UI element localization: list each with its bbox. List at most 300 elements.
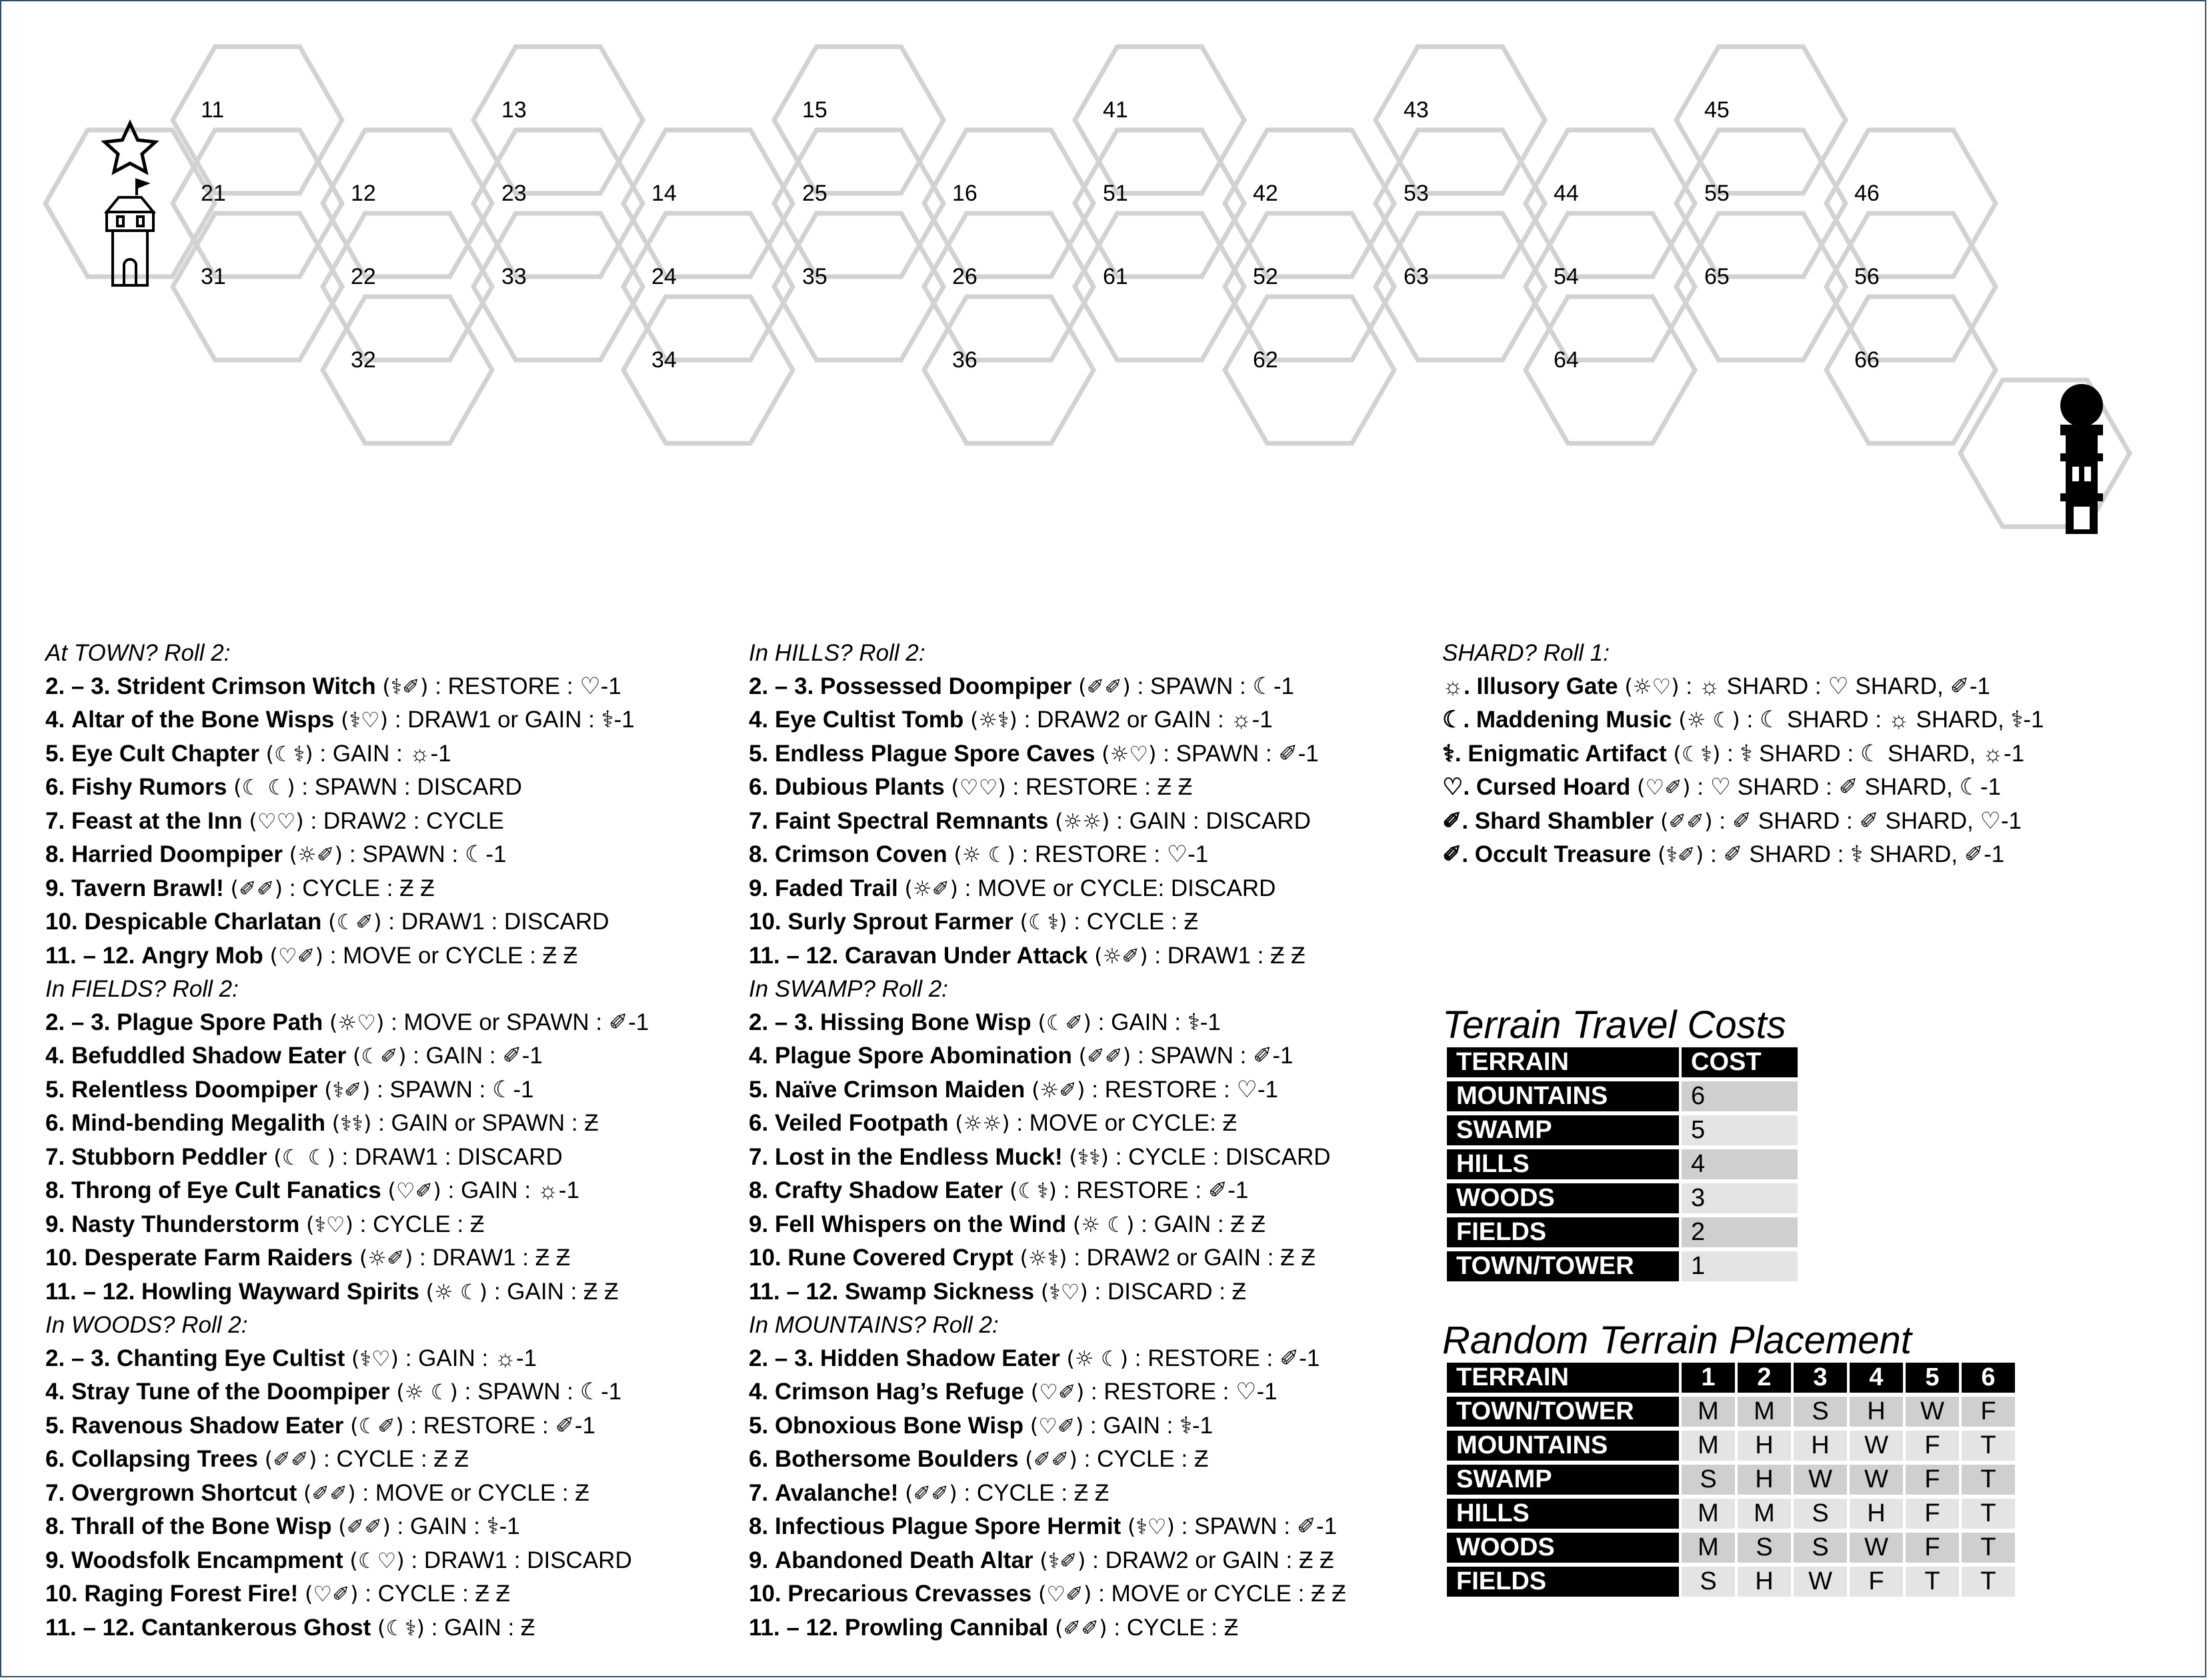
hex-label: 65: [1704, 264, 1730, 289]
terrain-cell: TOWN/TOWER: [1447, 1251, 1679, 1281]
value-cell: H: [1738, 1465, 1791, 1495]
event-glyphs: (♡✐): [1637, 775, 1691, 800]
value-cell: W: [1850, 1431, 1903, 1461]
event-effect: : DRAW1 : DISCARD: [411, 1547, 632, 1573]
event-glyphs: (⚕⚕): [1069, 1144, 1109, 1170]
terrain-cell: SWAMP: [1447, 1465, 1679, 1495]
event-effect: : RESTORE : ✐-1: [1134, 1345, 1320, 1371]
table-header-cell: 5: [1906, 1363, 1959, 1393]
event-glyphs: (☼✐): [904, 875, 958, 901]
event-name: Abandoned Death Altar: [774, 1547, 1033, 1573]
event-row: [749, 872, 1346, 906]
event-name: Strident Crimson Witch: [117, 673, 376, 699]
event-effect: : SPAWN : ☾-1: [349, 841, 507, 867]
event-roll: 5.: [45, 740, 65, 767]
event-effect: : SPAWN : ✐-1: [1181, 1513, 1338, 1539]
event-effect: : ✐ SHARD : ✐ SHARD, ♡-1: [1719, 807, 2022, 834]
event-row: [45, 1409, 649, 1443]
table-row: [1447, 1499, 2015, 1529]
event-roll: 2. – 3.: [45, 1345, 111, 1371]
hex-label: 64: [1554, 347, 1579, 373]
value-cell: S: [1794, 1533, 1847, 1563]
event-glyphs: (☼⚕): [1019, 1245, 1067, 1271]
event-roll: 6.: [749, 1110, 769, 1136]
value-cell: M: [1738, 1499, 1791, 1529]
event-roll: 9.: [749, 1547, 769, 1573]
event-effect: : CYCLE : Ƶ Ƶ: [365, 1581, 511, 1607]
event-name: Overgrown Shortcut: [71, 1479, 297, 1506]
event-glyphs: (☼✐): [1031, 1077, 1085, 1103]
event-name: Stubborn Peddler: [71, 1143, 267, 1170]
event-glyphs: (⚕✐): [324, 1077, 371, 1103]
hex-label: 63: [1404, 264, 1429, 289]
hex-45: [1676, 47, 1846, 193]
table-header-cell: 2: [1738, 1363, 1791, 1393]
event-roll: 8.: [749, 841, 769, 867]
hex-label: 56: [1854, 264, 1880, 289]
event-effect: : SPAWN : ✐-1: [1163, 740, 1319, 767]
hex-44: [1526, 130, 1695, 277]
event-row: [45, 1510, 649, 1544]
hex-65: [1676, 213, 1846, 360]
event-glyphs: (✐✐): [1055, 1615, 1108, 1641]
hex-label: 51: [1103, 181, 1128, 206]
event-roll: 11. – 12.: [749, 1614, 839, 1641]
event-name: Thrall of the Bone Wisp: [71, 1513, 332, 1539]
hex-label: 53: [1404, 181, 1429, 206]
event-row: [749, 1073, 1346, 1107]
value-cell: H: [1738, 1567, 1791, 1597]
event-name: Eye Cult Chapter: [71, 740, 259, 767]
event-effect: : GAIN : Ƶ: [431, 1614, 535, 1641]
value-cell: S: [1794, 1499, 1847, 1529]
event-effect: : CYCLE : Ƶ: [1073, 909, 1198, 935]
event-row: [45, 939, 649, 973]
hex-53: [1376, 130, 1545, 277]
event-roll: 7.: [749, 1143, 769, 1170]
event-roll: 11. – 12.: [45, 1278, 135, 1305]
event-row: [1442, 771, 2044, 805]
hex-label: 33: [501, 264, 527, 289]
shard-column: [1442, 637, 2044, 872]
event-row: [749, 1577, 1346, 1611]
terrain-cell: WOODS: [1447, 1533, 1679, 1563]
event-roll: ⚕.: [1442, 740, 1462, 767]
event-effect: : GAIN : ☼-1: [319, 740, 451, 767]
value-cell: H: [1794, 1431, 1847, 1461]
event-name: Fishy Rumors: [71, 774, 227, 800]
event-roll: 6.: [749, 1446, 769, 1472]
value-cell: H: [1850, 1499, 1903, 1529]
event-glyphs: (⚕♡): [1127, 1514, 1175, 1539]
event-roll: 10.: [45, 1581, 78, 1607]
hex-13: [473, 47, 643, 193]
event-glyphs: (✐✐): [1078, 1043, 1132, 1069]
value-cell: M: [1682, 1533, 1735, 1563]
event-row: [749, 1375, 1346, 1409]
event-effect: : ☼ SHARD : ♡ SHARD, ✐-1: [1686, 673, 1990, 699]
event-roll: 8.: [45, 841, 65, 867]
table-row: [1447, 1397, 2015, 1427]
event-effect: : RESTORE : ♡-1: [1090, 1379, 1278, 1405]
table-row: [1447, 1183, 1798, 1213]
event-effect: : RESTORE : ✐-1: [1063, 1177, 1249, 1203]
hex-35: [774, 213, 943, 360]
event-glyphs: (☼☼): [1055, 808, 1110, 834]
event-effect: : GAIN : DISCARD: [1116, 807, 1311, 834]
hex-label: 26: [952, 264, 977, 289]
event-glyphs: (⚕♡): [305, 1211, 353, 1237]
value-cell: F: [1962, 1397, 2015, 1427]
table-header-row: [1447, 1047, 1798, 1077]
hex-36: [924, 297, 1093, 443]
event-roll: 10.: [749, 1581, 781, 1607]
event-row: [749, 1039, 1346, 1073]
event-effect: : ✐ SHARD : ⚕ SHARD, ✐-1: [1710, 841, 2005, 867]
hex-label: 36: [952, 347, 977, 373]
event-row: [45, 1443, 649, 1477]
event-roll: 9.: [45, 875, 65, 901]
hex-label: 35: [802, 264, 827, 289]
terrain-cell: MOUNTAINS: [1447, 1081, 1679, 1111]
event-row: [45, 771, 649, 805]
event-roll: 7.: [45, 1143, 65, 1170]
event-name: Dubious Plants: [774, 774, 945, 800]
event-name: Relentless Doompiper: [71, 1076, 318, 1103]
event-effect: : RESTORE : ♡-1: [1021, 841, 1209, 867]
event-name: Cantankerous Ghost: [141, 1614, 371, 1641]
hex-64: [1526, 297, 1695, 443]
hex-66: [1826, 297, 1996, 443]
hex-15: [774, 47, 943, 193]
event-row: [45, 703, 649, 737]
hex-label: 52: [1253, 264, 1278, 289]
event-glyphs: (☼⚕): [969, 707, 1017, 733]
event-row: [45, 1544, 649, 1578]
event-row: [749, 1275, 1346, 1309]
event-glyphs: (☾♡): [349, 1547, 405, 1573]
event-roll: 9.: [45, 1547, 65, 1573]
event-row: [749, 939, 1346, 973]
event-effect: : DRAW1 : Ƶ Ƶ: [419, 1245, 571, 1271]
event-glyphs: (✐✐): [338, 1514, 391, 1539]
event-name: Avalanche!: [774, 1479, 899, 1506]
hex-label: 21: [201, 181, 226, 206]
event-glyphs: (✐✐): [1025, 1447, 1077, 1472]
event-name: Maddening Music: [1476, 707, 1672, 733]
event-row: [749, 670, 1346, 704]
value-cell: T: [1962, 1431, 2015, 1461]
event-row: [45, 1174, 649, 1208]
value-cell: 4: [1682, 1149, 1798, 1179]
hex-12: [323, 130, 492, 277]
event-row: [45, 838, 649, 872]
event-roll: ✐.: [1442, 841, 1469, 867]
terrain-cell: SWAMP: [1447, 1115, 1679, 1145]
event-name: Mind-bending Megalith: [71, 1110, 325, 1136]
value-cell: M: [1682, 1397, 1735, 1427]
event-roll: 9.: [45, 1211, 65, 1237]
event-effect: : RESTORE : ✐-1: [410, 1412, 595, 1439]
value-cell: H: [1850, 1397, 1903, 1427]
event-glyphs: (☾✐): [1037, 1009, 1091, 1035]
terrain-cell: HILLS: [1447, 1499, 1679, 1529]
event-effect: : DRAW2 : CYCLE: [310, 807, 504, 834]
event-name: Enigmatic Artifact: [1468, 740, 1667, 767]
event-effect: : ☾ SHARD : ☼ SHARD, ⚕-1: [1746, 707, 2044, 733]
hex-56: [1826, 213, 1996, 360]
event-roll: 5.: [749, 1412, 769, 1439]
event-row: [1442, 805, 2044, 839]
event-roll: 7.: [45, 807, 65, 834]
event-roll: 5.: [45, 1076, 65, 1103]
hex-label: 54: [1554, 264, 1579, 289]
event-name: Naïve Crimson Maiden: [774, 1076, 1025, 1103]
terrain-cell: WOODS: [1447, 1183, 1679, 1213]
hex-label: 22: [351, 264, 376, 289]
event-glyphs: (⚕⚕): [331, 1111, 372, 1136]
event-row: [749, 905, 1346, 939]
value-cell: T: [1962, 1499, 2015, 1529]
event-row: [45, 1611, 649, 1645]
hex-14: [623, 130, 793, 277]
event-row: [1442, 838, 2044, 872]
event-effect: : SPAWN : ☾-1: [377, 1076, 534, 1103]
event-row: [749, 1409, 1346, 1443]
section-header: In MOUNTAINS? Roll 2:: [749, 1312, 999, 1338]
section-header: At TOWN? Roll 2:: [45, 640, 231, 666]
hex-25: [774, 130, 943, 277]
event-effect: : MOVE or CYCLE : Ƶ Ƶ: [329, 942, 578, 969]
event-effect: : DRAW1 : DISCARD: [388, 909, 609, 935]
event-effect: : GAIN or SPAWN : Ƶ: [378, 1110, 599, 1136]
event-name: Caravan Under Attack: [845, 942, 1088, 969]
hex-label: 32: [351, 347, 376, 373]
event-roll: 5.: [749, 740, 769, 767]
event-row: [749, 737, 1346, 771]
event-roll: 4.: [45, 1379, 65, 1405]
hex-label: 43: [1404, 97, 1429, 123]
value-cell: F: [1906, 1533, 1959, 1563]
value-cell: S: [1682, 1465, 1735, 1495]
value-cell: W: [1850, 1465, 1903, 1495]
event-roll: 2. – 3.: [45, 673, 111, 699]
event-row: [749, 1477, 1346, 1511]
event-effect: : CYCLE : Ƶ Ƶ: [323, 1446, 469, 1472]
value-cell: 6: [1682, 1081, 1798, 1111]
event-name: Harried Doompiper: [71, 841, 283, 867]
event-row: [45, 1006, 649, 1040]
hex-label: 62: [1253, 347, 1278, 373]
event-roll: 8.: [749, 1513, 769, 1539]
event-name: Cursed Hoard: [1476, 774, 1631, 800]
event-row: [45, 1107, 649, 1141]
event-roll: 11. – 12.: [749, 1278, 839, 1305]
event-effect: : SPAWN : ☾-1: [1137, 673, 1295, 699]
event-name: Stray Tune of the Doompiper: [71, 1379, 390, 1405]
event-effect: : MOVE or CYCLE : Ƶ: [362, 1479, 589, 1506]
hex-46: [1826, 130, 1996, 277]
event-glyphs: (✐✐): [230, 875, 283, 901]
event-name: Raging Forest Fire!: [84, 1581, 299, 1607]
event-row: [1442, 737, 2044, 771]
event-roll: 6.: [45, 1446, 65, 1472]
event-name: Possessed Doompiper: [820, 673, 1072, 699]
hex-63: [1376, 213, 1545, 360]
event-name: Hissing Bone Wisp: [820, 1009, 1031, 1035]
event-glyphs: (♡♡): [951, 775, 1006, 800]
event-name: Feast at the Inn: [71, 807, 243, 834]
event-name: Endless Plague Spore Caves: [774, 740, 1095, 767]
hex-label: 14: [651, 181, 677, 206]
event-name: Plague Spore Path: [117, 1009, 323, 1035]
hex-label: 61: [1103, 264, 1128, 289]
hex-54: [1526, 213, 1695, 360]
event-roll: 2. – 3.: [749, 1345, 814, 1371]
event-glyphs: (☼♡): [329, 1009, 385, 1035]
event-effect: : CYCLE : Ƶ Ƶ: [963, 1479, 1110, 1506]
event-glyphs: (✐✐): [303, 1480, 356, 1506]
event-row: [45, 737, 649, 771]
hex-label: 24: [651, 264, 677, 289]
event-name: Eye Cultist Tomb: [774, 707, 964, 733]
event-name: Tavern Brawl!: [71, 875, 224, 901]
event-glyphs: (☾⚕): [1673, 741, 1721, 767]
event-glyphs: (☼✐): [359, 1245, 413, 1271]
hex-label: 25: [802, 181, 827, 206]
hex-label: 12: [351, 181, 376, 206]
event-name: Crimson Hag’s Refuge: [774, 1379, 1024, 1405]
hex-label: 15: [802, 97, 827, 123]
event-roll: 8.: [45, 1513, 65, 1539]
table-row: [1447, 1115, 1798, 1145]
event-row: [45, 905, 649, 939]
event-roll: 9.: [749, 1211, 769, 1237]
event-name: Crimson Coven: [774, 841, 947, 867]
hex-21: [173, 130, 342, 277]
event-glyphs: (☼✐): [1094, 943, 1148, 969]
event-glyphs: (☾✐): [352, 1043, 407, 1069]
value-cell: 5: [1682, 1115, 1798, 1145]
table-row: [1447, 1465, 2015, 1495]
event-row: [749, 805, 1346, 839]
travel-costs-title: Terrain Travel Costs: [1442, 1003, 1786, 1047]
event-row: [45, 1241, 649, 1275]
hex-label: 23: [501, 181, 527, 206]
hex-label: 66: [1854, 347, 1880, 373]
event-glyphs: (✐✐): [1660, 808, 1713, 834]
hex-16: [924, 130, 1093, 277]
hex-33: [473, 213, 643, 360]
event-roll: ☼.: [1442, 673, 1470, 699]
hex-52: [1225, 213, 1394, 360]
table-row: [1447, 1149, 1798, 1179]
event-effect: : DRAW1 : DISCARD: [341, 1143, 563, 1170]
event-roll: 10.: [45, 1245, 78, 1271]
event-row: [749, 1544, 1346, 1578]
event-row: [749, 703, 1346, 737]
hex-label: 13: [501, 97, 527, 123]
event-row: [749, 1611, 1346, 1645]
event-row: [45, 1039, 649, 1073]
event-name: Prowling Cannibal: [845, 1614, 1049, 1641]
event-name: Hidden Shadow Eater: [820, 1345, 1060, 1371]
event-name: Precarious Crevasses: [787, 1581, 1032, 1607]
event-name: Chanting Eye Cultist: [117, 1345, 345, 1371]
event-glyphs: (☾✐): [328, 909, 382, 935]
event-name: Nasty Thunderstorm: [71, 1211, 300, 1237]
event-glyphs: (⚕♡): [351, 1345, 399, 1371]
event-name: Befuddled Shadow Eater: [71, 1043, 347, 1069]
section-header: In SWAMP? Roll 2:: [749, 976, 948, 1002]
value-cell: 2: [1682, 1217, 1798, 1247]
event-name: Occult Treasure: [1474, 841, 1652, 867]
event-roll: 11. – 12.: [45, 1614, 135, 1641]
event-effect: : DRAW2 or GAIN : Ƶ Ƶ: [1092, 1547, 1334, 1573]
event-row: [749, 1208, 1346, 1242]
value-cell: F: [1906, 1499, 1959, 1529]
hex-23: [473, 130, 643, 277]
event-row: [749, 838, 1346, 872]
event-glyphs: (☾ ☾): [273, 1144, 335, 1170]
hex-label: 42: [1253, 181, 1278, 206]
event-row: [1442, 703, 2044, 737]
value-cell: H: [1738, 1431, 1791, 1461]
event-row: [749, 1241, 1346, 1275]
event-name: Howling Wayward Spirits: [141, 1278, 419, 1305]
event-effect: : DRAW1 : Ƶ Ƶ: [1154, 942, 1306, 969]
event-roll: 2. – 3.: [749, 673, 814, 699]
section-header: In HILLS? Roll 2:: [749, 640, 925, 666]
event-glyphs: (♡✐): [1029, 1413, 1084, 1439]
event-glyphs: (♡✐): [387, 1178, 441, 1203]
event-roll: ♡.: [1442, 774, 1470, 800]
event-glyphs: (✐✐): [1078, 673, 1131, 699]
event-roll: 10.: [749, 1245, 781, 1271]
event-column-left: [45, 637, 649, 1645]
event-name: Veiled Footpath: [774, 1110, 949, 1136]
event-name: Shard Shambler: [1474, 807, 1654, 834]
value-cell: M: [1682, 1499, 1735, 1529]
table-row: [1447, 1081, 1798, 1111]
table-row: [1447, 1431, 2015, 1461]
event-effect: : GAIN : ⚕-1: [1097, 1009, 1221, 1035]
event-roll: 11. – 12.: [749, 942, 839, 969]
hex-42: [1225, 130, 1394, 277]
event-name: Fell Whispers on the Wind: [774, 1211, 1067, 1237]
event-effect: : SPAWN : DISCARD: [301, 774, 522, 800]
event-row: [749, 1342, 1346, 1376]
event-name: Plague Spore Abomination: [774, 1043, 1072, 1069]
event-effect: : RESTORE : ♡-1: [1091, 1076, 1278, 1103]
event-roll: 5.: [45, 1412, 65, 1439]
event-roll: 7.: [749, 1479, 769, 1506]
event-glyphs: (☼♡): [1624, 673, 1680, 699]
event-glyphs: (☾⚕): [265, 741, 313, 767]
event-glyphs: (☼ ☾): [1072, 1211, 1135, 1237]
event-row: [749, 1510, 1346, 1544]
event-name: Bothersome Boulders: [774, 1446, 1019, 1472]
value-cell: 1: [1682, 1251, 1798, 1281]
event-effect: : DRAW2 or GAIN : Ƶ Ƶ: [1073, 1245, 1316, 1271]
hex-34: [623, 297, 793, 443]
event-effect: : RESTORE : ♡-1: [435, 673, 621, 699]
value-cell: F: [1906, 1431, 1959, 1461]
value-cell: T: [1906, 1567, 1959, 1597]
event-glyphs: (⚕♡): [341, 707, 389, 733]
event-roll: 6.: [45, 1110, 65, 1136]
event-row: [45, 1275, 649, 1309]
